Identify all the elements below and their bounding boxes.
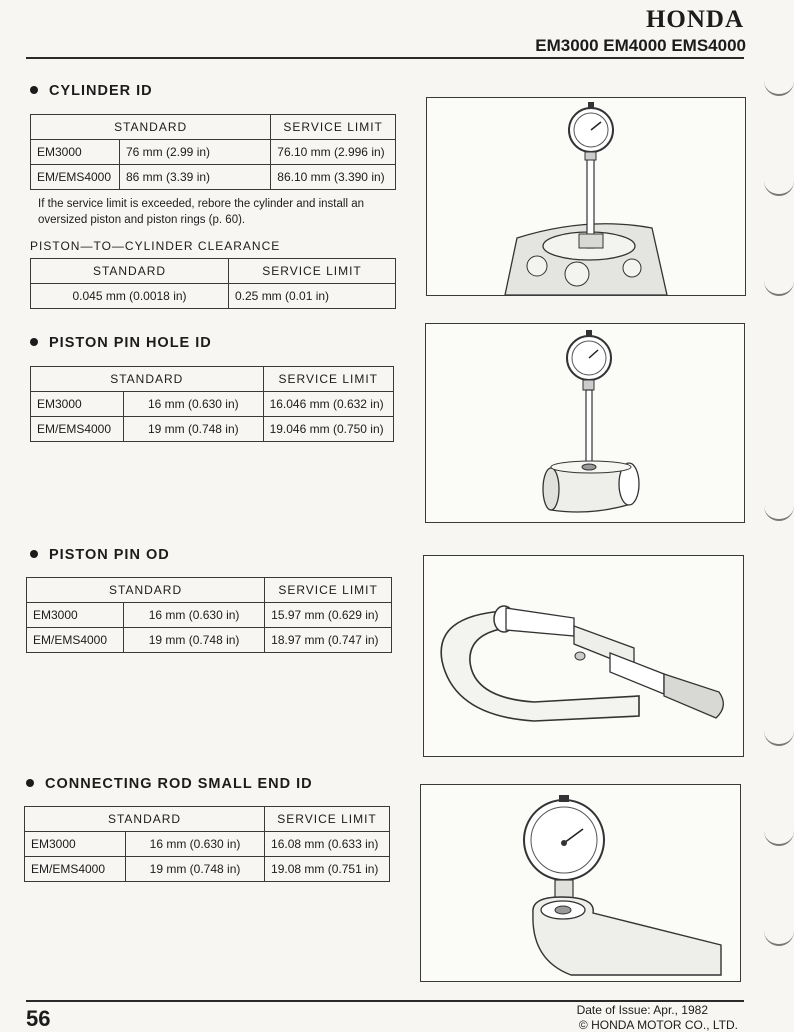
piston-pin-hole-table bbox=[30, 366, 394, 442]
table-header: SERVICE LIMIT bbox=[265, 578, 392, 603]
table-row bbox=[31, 165, 396, 190]
table-cell-standard: 76 mm (2.99 in) bbox=[120, 140, 271, 165]
table-row bbox=[31, 140, 396, 165]
table-cell-limit: 0.25 mm (0.01 in) bbox=[229, 284, 396, 309]
table-header: STANDARD bbox=[31, 259, 229, 284]
page-number: 56 bbox=[26, 1006, 51, 1031]
table-cell-limit: 16.08 mm (0.633 in) bbox=[265, 832, 390, 857]
table-header: STANDARD bbox=[31, 367, 264, 392]
bullet-icon bbox=[26, 779, 34, 787]
clearance-subheading: PISTON—TO—CYLINDER CLEARANCE bbox=[30, 239, 281, 253]
binder-tab bbox=[764, 730, 794, 746]
figure-piston-pin-hole-gauge bbox=[425, 323, 745, 523]
table-header-row bbox=[25, 807, 390, 832]
table-row bbox=[27, 603, 392, 628]
section-title: PISTON PIN OD bbox=[49, 547, 170, 563]
bullet-icon bbox=[30, 550, 38, 558]
table-cell-model: EM3000 bbox=[31, 392, 124, 417]
model-list: EM3000 EM4000 EMS4000 bbox=[535, 36, 746, 55]
figure-conrod-gauge bbox=[420, 784, 741, 982]
figure-cylinder-bore-gauge bbox=[426, 97, 746, 296]
table-cell-limit: 18.97 mm (0.747 in) bbox=[265, 628, 392, 653]
table-cell-model: EM/EMS4000 bbox=[27, 628, 124, 653]
table-header: SERVICE LIMIT bbox=[271, 115, 396, 140]
binder-tab bbox=[764, 505, 794, 521]
table-cell-model: EM/EMS4000 bbox=[31, 417, 124, 442]
table-header: SERVICE LIMIT bbox=[265, 807, 390, 832]
table-cell-model: EM3000 bbox=[27, 603, 124, 628]
table-cell-model: EM3000 bbox=[25, 832, 126, 857]
cylinder-id-table bbox=[30, 114, 396, 190]
table-header-row bbox=[27, 578, 392, 603]
table-cell-limit: 86.10 mm (3.390 in) bbox=[271, 165, 396, 190]
table-header: STANDARD bbox=[27, 578, 265, 603]
section-heading-piston-pin-od bbox=[30, 547, 170, 563]
section-heading-cylinder-id bbox=[30, 83, 153, 99]
table-cell-standard: 16 mm (0.630 in) bbox=[124, 392, 264, 417]
table-cell-model: EM3000 bbox=[31, 140, 120, 165]
table-row bbox=[31, 392, 394, 417]
bullet-icon bbox=[30, 338, 38, 346]
piston-pin-od-table bbox=[26, 577, 392, 653]
table-cell-model: EM/EMS4000 bbox=[25, 857, 126, 882]
section-heading-conrod-small-end-id bbox=[26, 776, 313, 792]
section-title: CONNECTING ROD SMALL END ID bbox=[45, 776, 313, 792]
table-cell-model: EM/EMS4000 bbox=[31, 165, 120, 190]
table-cell-standard: 19 mm (0.748 in) bbox=[124, 417, 264, 442]
section-title: CYLINDER ID bbox=[49, 83, 153, 99]
section-title: PISTON PIN HOLE ID bbox=[49, 335, 212, 351]
bore-gauge-illustration bbox=[427, 98, 745, 295]
issue-date: Date of Issue: Apr., 1982 bbox=[576, 1003, 708, 1017]
brand-logo: HONDA bbox=[645, 6, 744, 33]
table-header-row bbox=[31, 259, 396, 284]
table-cell-standard: 19 mm (0.748 in) bbox=[126, 857, 265, 882]
table-cell-standard: 16 mm (0.630 in) bbox=[126, 832, 265, 857]
table-header: STANDARD bbox=[31, 115, 271, 140]
figure-micrometer bbox=[423, 555, 744, 757]
table-row bbox=[27, 628, 392, 653]
table-row bbox=[31, 284, 396, 309]
table-cell-standard: 19 mm (0.748 in) bbox=[124, 628, 265, 653]
binder-tab bbox=[764, 930, 794, 946]
table-cell-limit: 16.046 mm (0.632 in) bbox=[263, 392, 393, 417]
table-header-row bbox=[31, 367, 394, 392]
table-header: SERVICE LIMIT bbox=[263, 367, 393, 392]
table-header: SERVICE LIMIT bbox=[229, 259, 396, 284]
table-cell-limit: 19.046 mm (0.750 in) bbox=[263, 417, 393, 442]
table-cell-standard: 0.045 mm (0.0018 in) bbox=[31, 284, 229, 309]
binder-tab bbox=[764, 830, 794, 846]
table-cell-standard: 16 mm (0.630 in) bbox=[124, 603, 265, 628]
table-row bbox=[31, 417, 394, 442]
table-header-row bbox=[31, 115, 396, 140]
table-row bbox=[25, 832, 390, 857]
table-header: STANDARD bbox=[25, 807, 265, 832]
section-heading-piston-pin-hole-id bbox=[30, 335, 212, 351]
table-cell-limit: 15.97 mm (0.629 in) bbox=[265, 603, 392, 628]
footer-rule bbox=[26, 1000, 744, 1002]
table-cell-limit: 76.10 mm (2.996 in) bbox=[271, 140, 396, 165]
table-cell-limit: 19.08 mm (0.751 in) bbox=[265, 857, 390, 882]
piston-gauge-illustration bbox=[426, 324, 744, 522]
clearance-table bbox=[30, 258, 396, 309]
binder-tab bbox=[764, 280, 794, 296]
rebore-note: If the service limit is exceeded, rebore the cylinder and install an oversized piston and piston rings (p. 60). bbox=[38, 198, 364, 226]
table-row bbox=[25, 857, 390, 882]
conrod-small-end-table bbox=[24, 806, 390, 882]
binder-tab bbox=[764, 180, 794, 196]
binder-tab bbox=[764, 80, 794, 96]
micrometer-illustration bbox=[424, 556, 743, 756]
copyright: © HONDA MOTOR CO., LTD. bbox=[578, 1018, 738, 1032]
header-rule bbox=[26, 57, 744, 59]
bullet-icon bbox=[30, 86, 38, 94]
conrod-gauge-illustration bbox=[421, 785, 740, 981]
table-cell-standard: 86 mm (3.39 in) bbox=[120, 165, 271, 190]
